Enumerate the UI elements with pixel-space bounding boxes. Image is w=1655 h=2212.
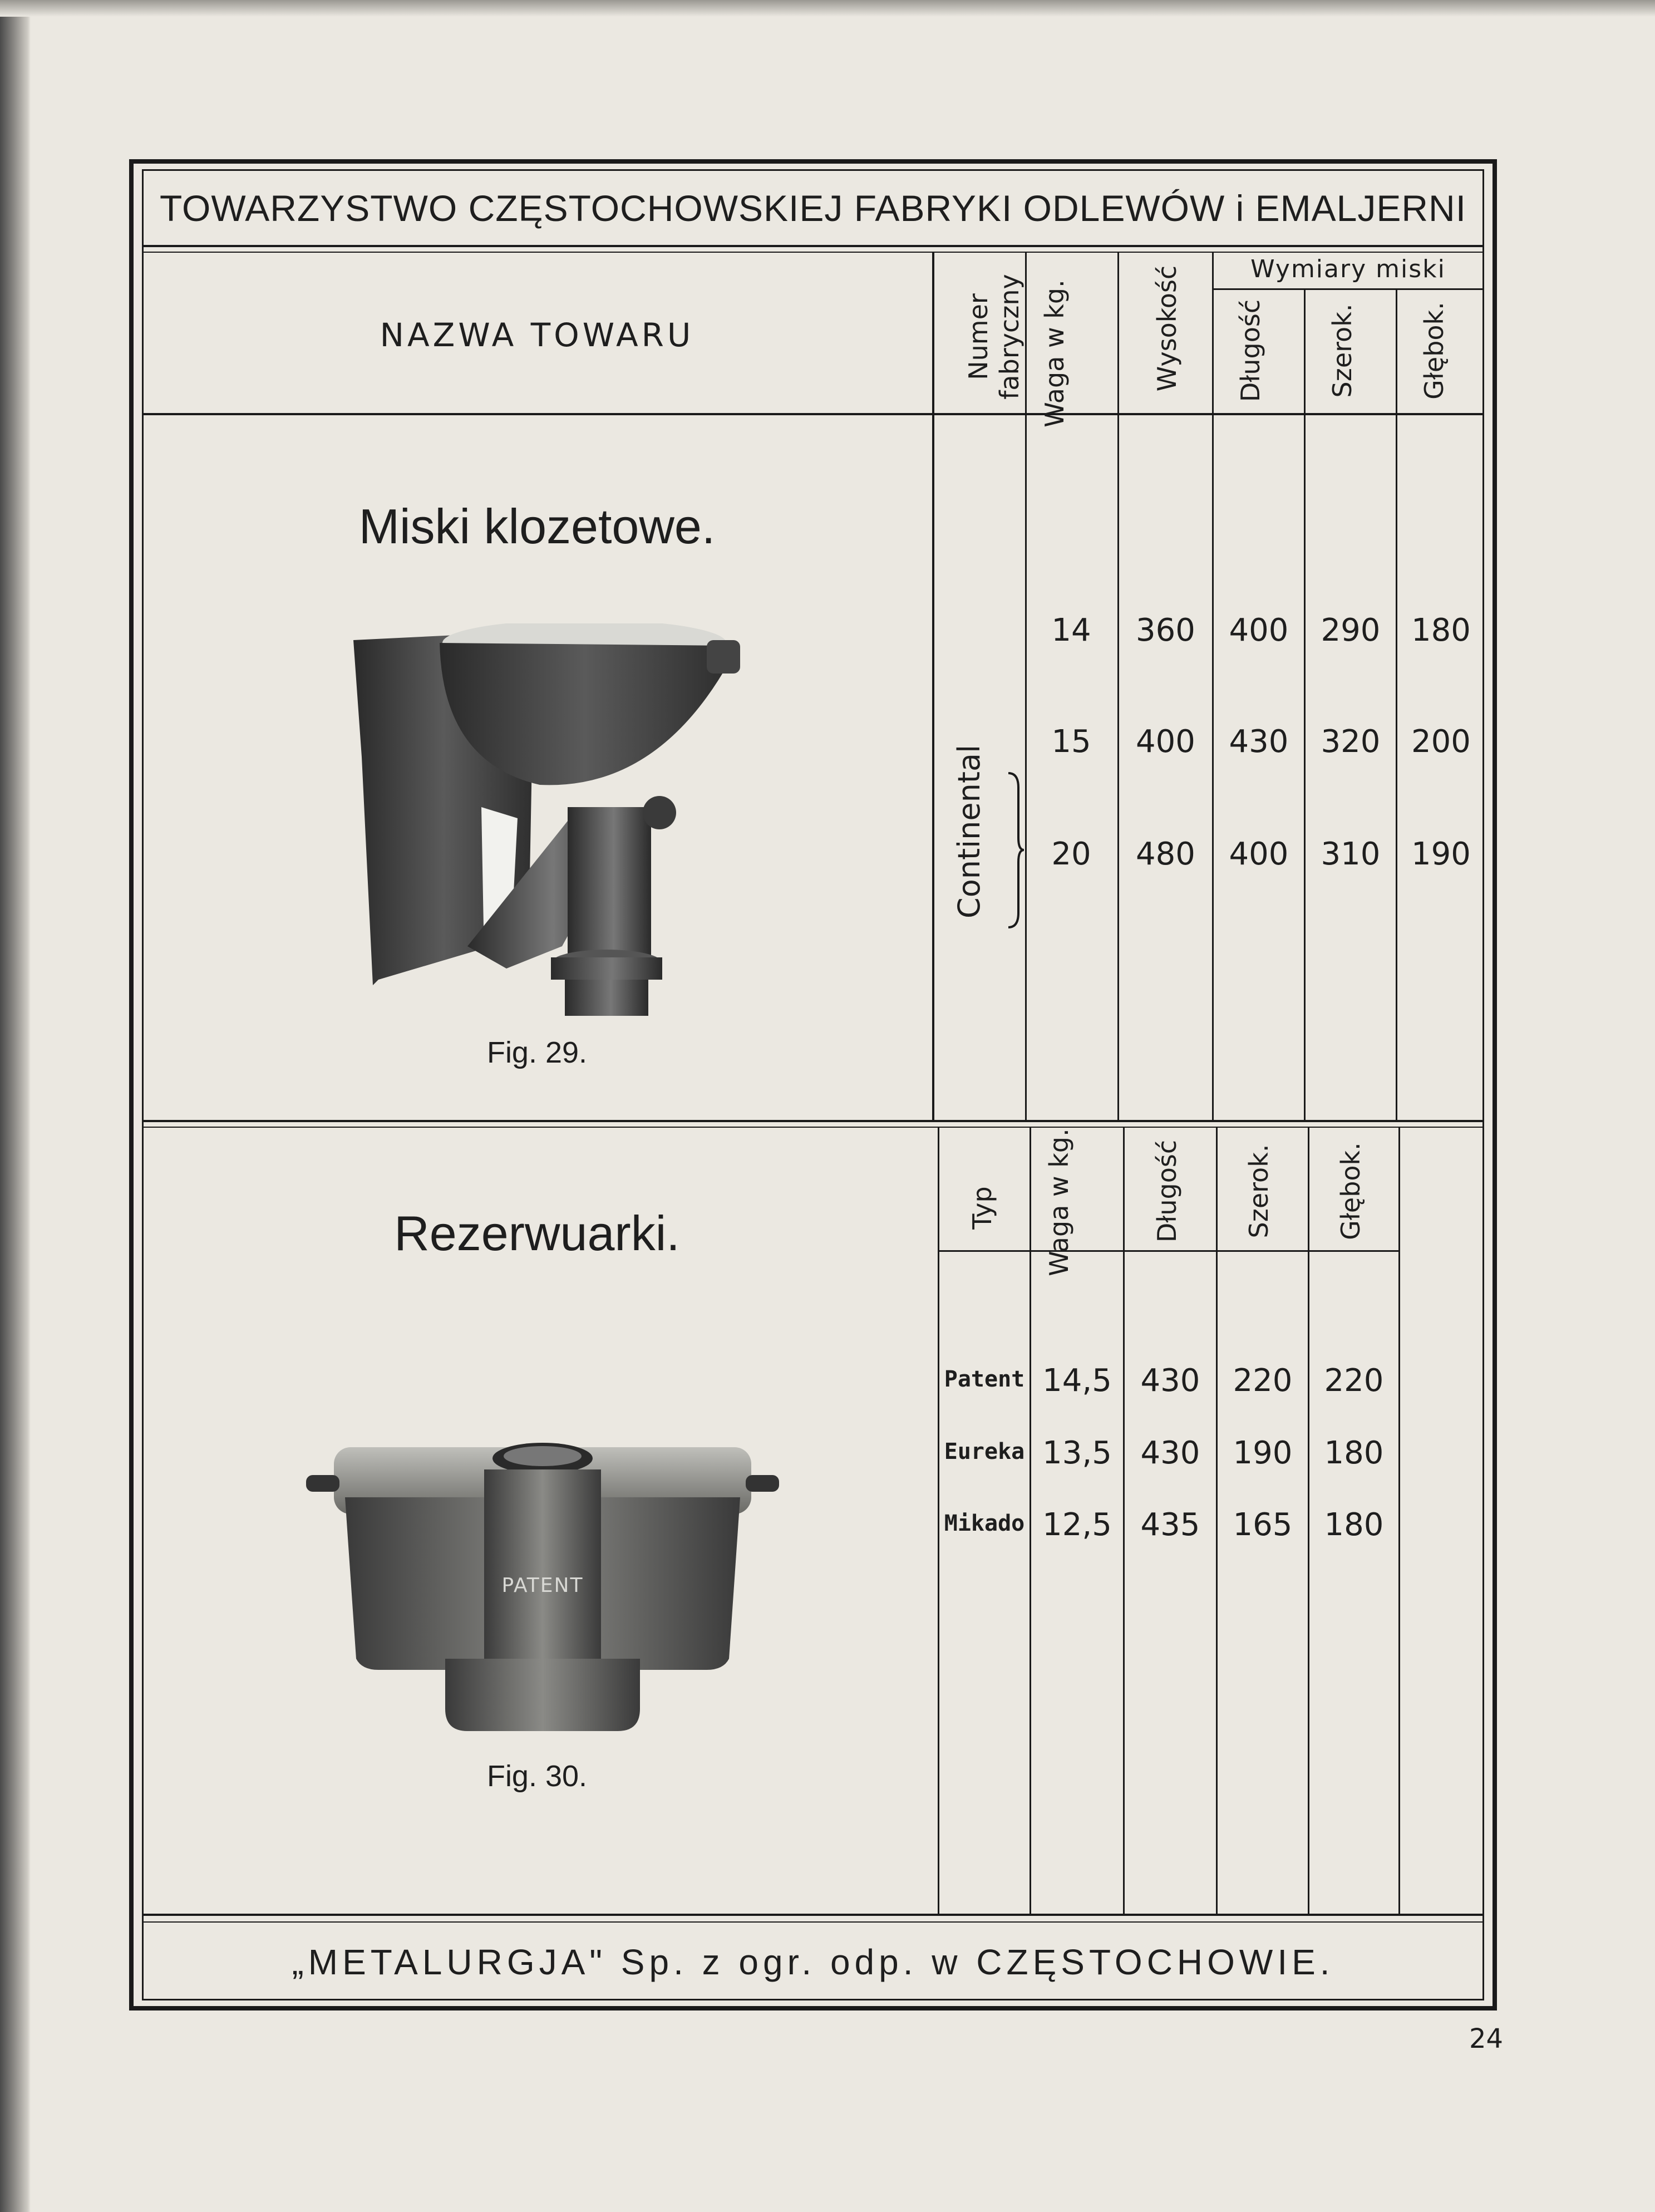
row2-szerok: 200 [1411,724,1471,760]
s2-header-dlugosc: Długość [1152,1139,1182,1243]
header-szerok: Szerok. [1327,303,1357,398]
s2-row2-waga: 13,5 [1042,1435,1112,1471]
footer-rule-2 [142,1921,1484,1923]
row3-szerok: 190 [1411,836,1471,872]
row1-dlugosc: 290 [1321,612,1381,648]
header-wysokosc: Wysokość [1152,265,1182,392]
header-rule [142,245,1484,247]
s2-header-waga: Waga w kg. [1044,1128,1074,1276]
column-header-rule [142,413,1484,415]
row2-waga: 400 [1136,724,1195,760]
toilet-bowl-illustration [345,623,746,1024]
row1-wysokosc: 400 [1229,612,1289,648]
row2-wysokosc: 430 [1229,724,1289,760]
book-binding [0,0,31,2212]
s2-row1-glebok: 220 [1324,1363,1384,1399]
header-waga: Waga w kg. [1040,279,1070,427]
col-line-5 [1304,289,1306,1121]
s2-row3-szerok: 165 [1233,1507,1293,1543]
s2-row2-dlugosc: 430 [1140,1435,1200,1471]
header-glebok: Głębok. [1419,302,1449,400]
s2-row2-glebok: 180 [1324,1435,1384,1471]
company-header: TOWARZYSTWO CZĘSTOCHOWSKIEJ FABRYKI ODLEWÓW i EMALJERNI [159,188,1467,229]
page-number: 24 [1469,2023,1504,2054]
brand-continental: Continental [952,744,987,918]
col-line-1 [932,253,934,1121]
row1-szerok: 180 [1411,612,1471,648]
s2-row1-waga: 14,5 [1042,1363,1112,1399]
section-divider [142,1120,1484,1122]
s2-row3-dlugosc: 435 [1140,1507,1200,1543]
s2-row3-waga: 12,5 [1042,1507,1112,1543]
col-line-3 [1117,253,1119,1121]
s2-header-typ: Typ [967,1186,997,1230]
s2-row2-szerok: 190 [1233,1435,1293,1471]
row3-numer: 20 [1051,836,1091,872]
col-line-4 [1212,253,1214,1121]
figure29-caption: Fig. 29. [486,1036,588,1069]
header-numer: Numer fabryczny [963,274,1024,400]
s2-row1-dlugosc: 430 [1140,1363,1200,1399]
header-wymiary: Wymiary miski [1250,255,1446,283]
s2-header-glebok: Głębok. [1336,1142,1366,1240]
s2-header-szerok: Szerok. [1244,1144,1274,1238]
footer-rule [142,1914,1484,1916]
section1-title: Miski klozetowe. [358,499,716,554]
row1-waga: 360 [1136,612,1195,648]
col-line-2 [1025,253,1027,1121]
s2-row2-typ: Eureka [944,1439,1025,1464]
bracket-icon [1006,771,1025,930]
row2-numer: 15 [1051,724,1091,760]
s2-col-line-6 [1398,1128,1400,1914]
row3-dlugosc: 310 [1321,836,1381,872]
section2-title: Rezerwuarki. [394,1206,680,1261]
s2-row1-szerok: 220 [1233,1363,1293,1399]
page-shadow [0,0,1655,17]
row2-dlugosc: 320 [1321,724,1381,760]
s2-row1-typ: Patent [944,1366,1025,1392]
row1-numer: 14 [1051,612,1091,648]
header-dlugosc: Długość [1235,299,1265,402]
row3-waga: 480 [1136,836,1195,872]
s2-row3-glebok: 180 [1324,1507,1384,1543]
section-divider-2 [142,1127,1484,1128]
figure30-caption: Fig. 30. [486,1759,588,1793]
s2-row3-typ: Mikado [944,1511,1025,1536]
cistern-label: PATENT [501,1574,584,1597]
footer-text: „METALURGJA" Sp. z ogr. odp. w CZĘSTOCHOWIE. [292,1942,1334,1982]
col-line-6 [1396,289,1397,1121]
row3-wysokosc: 400 [1229,836,1289,872]
column-header-name: NAZWA TOWARU [380,316,694,354]
header-rule-2 [142,252,1484,253]
